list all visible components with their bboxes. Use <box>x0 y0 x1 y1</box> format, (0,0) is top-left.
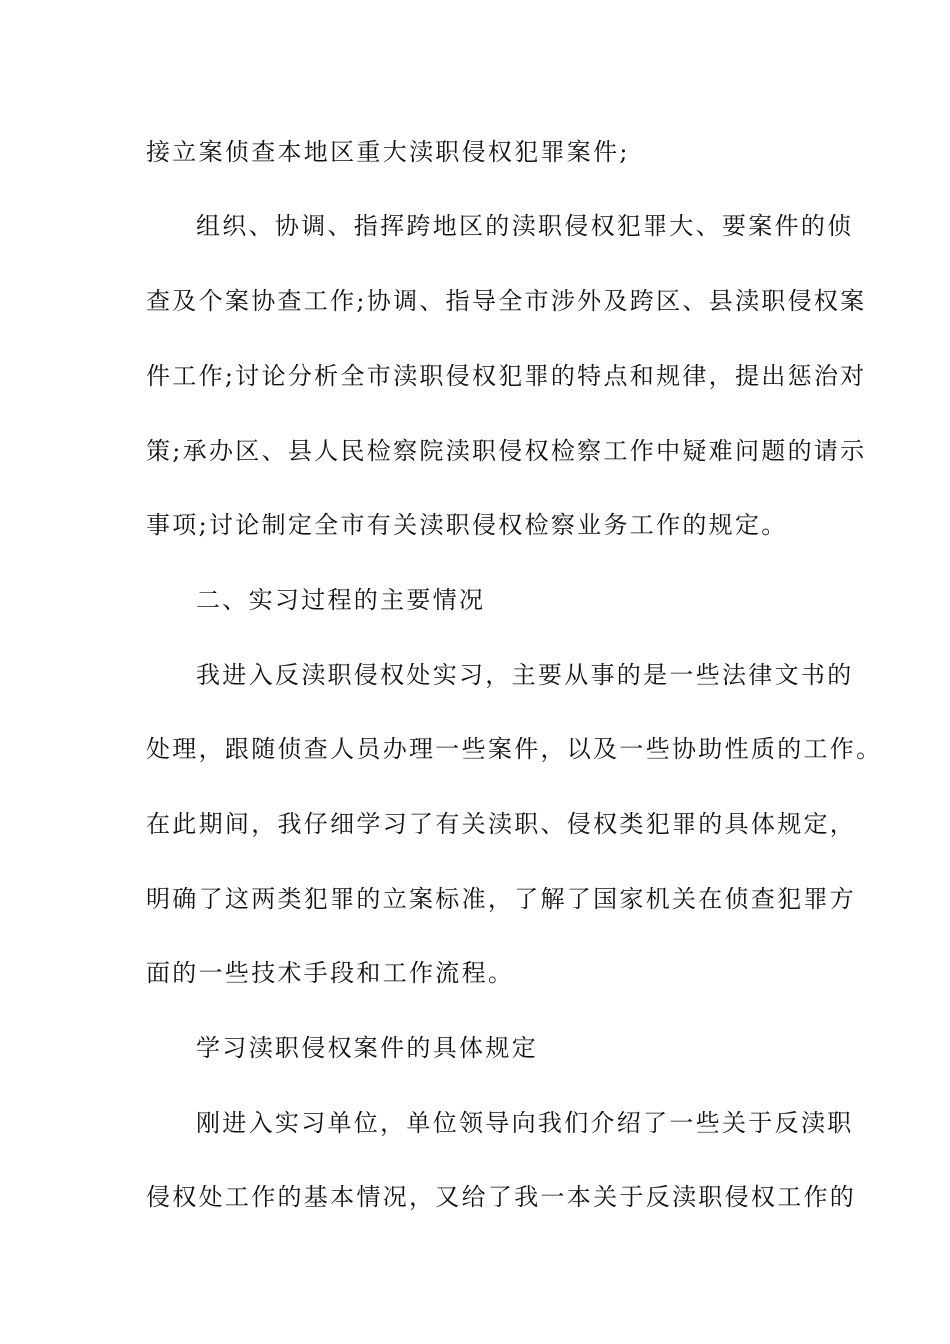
paragraph-line: 在此期间，我仔细学习了有关渎职、侵权类犯罪的具体规定， <box>146 810 857 838</box>
paragraph-line: 件工作;讨论分析全市渎职侵权犯罪的特点和规律，提出惩治对 <box>146 362 867 390</box>
paragraph-line: 明确了这两类犯罪的立案标准，了解了国家机关在侦查犯罪方 <box>146 885 857 913</box>
paragraph-line: 事项;讨论制定全市有关渎职侵权检察业务工作的规定。 <box>146 511 788 539</box>
section-heading: 二、实习过程的主要情况 <box>196 586 486 614</box>
paragraph-line: 面的一些技术手段和工作流程。 <box>146 959 515 987</box>
paragraph-line: 查及个案协查工作;协调、指导全市涉外及跨区、县渎职侵权案 <box>146 287 867 315</box>
paragraph-line: 侵权处工作的基本情况，又给了我一本关于反渎职侵权工作的 <box>146 1183 857 1211</box>
paragraph-line: 刚进入实习单位，单位领导向我们介绍了一些关于反渎职 <box>196 1109 854 1137</box>
section-heading: 学习渎职侵权案件的具体规定 <box>196 1034 538 1062</box>
paragraph-line: 处理，跟随侦查人员办理一些案件，以及一些协助性质的工作。 <box>146 735 883 763</box>
paragraph-line: 策;承办区、县人民检察院渎职侵权检察工作中疑难问题的请示 <box>146 437 867 465</box>
paragraph-line: 组织、协调、指挥跨地区的渎职侵权犯罪大、要案件的侦 <box>196 212 854 240</box>
paragraph-line: 接立案侦查本地区重大渎职侵权犯罪案件; <box>146 138 630 166</box>
paragraph-line: 我进入反渎职侵权处实习，主要从事的是一些法律文书的 <box>196 661 854 689</box>
